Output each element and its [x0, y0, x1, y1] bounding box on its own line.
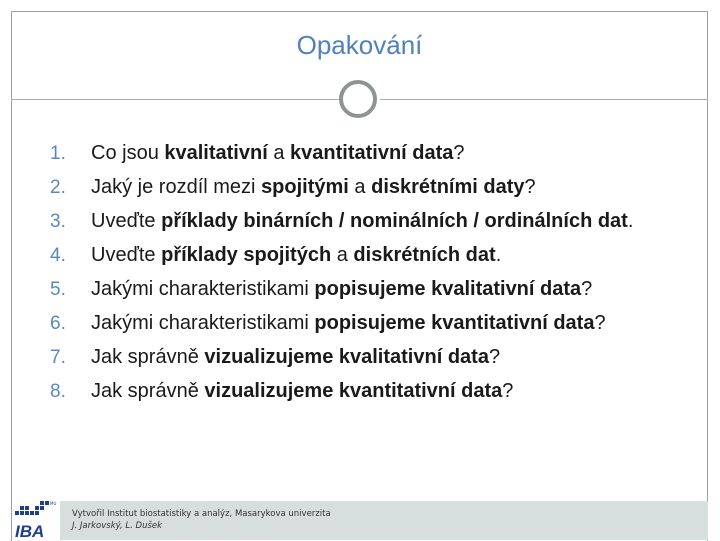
question-text-plain: ?: [453, 142, 465, 164]
question-text-plain: a: [348, 176, 372, 198]
question-text-bold: spojitými: [261, 176, 349, 198]
question-number: 1.: [50, 143, 66, 164]
question-text-bold: kvantitativní data: [290, 142, 454, 164]
question-text-bold: vizualizujeme kvantitativní data: [204, 380, 503, 402]
question-number: 7.: [50, 347, 66, 368]
divider-circle-ornament: [339, 80, 377, 118]
question-text: [91, 142, 465, 164]
question-text-plain: ?: [488, 346, 501, 368]
question-text-plain: a: [267, 142, 291, 164]
question-text-plain: Co jsou: [91, 142, 165, 164]
question-text-bold: popisujeme kvalitativní data: [314, 278, 582, 300]
slide-title: Opakování: [296, 30, 423, 60]
question-text-bold: vizualizujeme kvalitativní data: [204, 346, 489, 368]
question-text-plain: ?: [502, 380, 514, 402]
logo-squares: [15, 501, 49, 515]
logo-text: IBA: [15, 522, 45, 540]
question-item: [50, 376, 633, 410]
question-text-bold: popisujeme kvantitativní data: [314, 312, 595, 334]
question-item: [50, 308, 633, 342]
question-text-bold: kvalitativní: [164, 142, 268, 164]
question-text-bold: příklady spojitých: [161, 244, 332, 266]
divider-line-left: [11, 99, 341, 100]
question-text-plain: Uveďte: [91, 210, 162, 232]
question-number: 3.: [50, 211, 66, 232]
question-text: [91, 346, 500, 368]
question-text: [91, 244, 501, 266]
footer-authors: J. Jarkovský, L. Dušek: [72, 521, 163, 531]
divider-line-right: [380, 99, 708, 100]
question-text-bold: diskrétních dat: [353, 244, 496, 266]
question-number: 6.: [50, 313, 66, 334]
question-item: [50, 172, 633, 206]
iba-logo: [13, 499, 57, 540]
footer-credit: Vytvořil Institut biostatistiky a analýz, Masarykova univerzita: [72, 509, 331, 519]
question-text: [91, 210, 633, 232]
question-text-plain: Jakými charakteristikami: [91, 278, 315, 300]
question-item: [50, 274, 633, 308]
question-item: [50, 138, 633, 172]
question-text: [91, 312, 606, 334]
question-text-plain: Jak správně: [91, 380, 205, 402]
question-text-plain: .: [495, 244, 502, 266]
question-text-bold: diskrétními daty: [371, 176, 525, 198]
question-text-plain: ?: [581, 278, 593, 300]
question-text: [91, 380, 513, 402]
logo-small-text: MU: [50, 501, 57, 506]
question-number: 4.: [50, 245, 66, 266]
question-text-plain: ?: [524, 176, 536, 198]
question-item: [50, 206, 633, 240]
question-text-plain: Jakými charakteristikami: [91, 312, 315, 334]
question-number: 8.: [50, 381, 66, 402]
question-number: 2.: [50, 177, 66, 198]
question-text-plain: Jaký je rozdíl mezi: [91, 176, 262, 198]
question-text-plain: a: [331, 244, 354, 266]
question-number: 5.: [50, 279, 66, 300]
question-item: [50, 342, 633, 376]
question-text-plain: .: [627, 210, 634, 232]
question-text-plain: Jak správně: [91, 346, 205, 368]
question-text: [91, 278, 592, 300]
question-text-bold: příklady binárních / nominálních / ordinálních dat: [161, 210, 628, 232]
question-item: [50, 240, 633, 274]
question-text-plain: Uveďte: [91, 244, 162, 266]
question-text-plain: ?: [594, 312, 606, 334]
question-text: [91, 176, 536, 198]
question-list: [50, 138, 633, 410]
